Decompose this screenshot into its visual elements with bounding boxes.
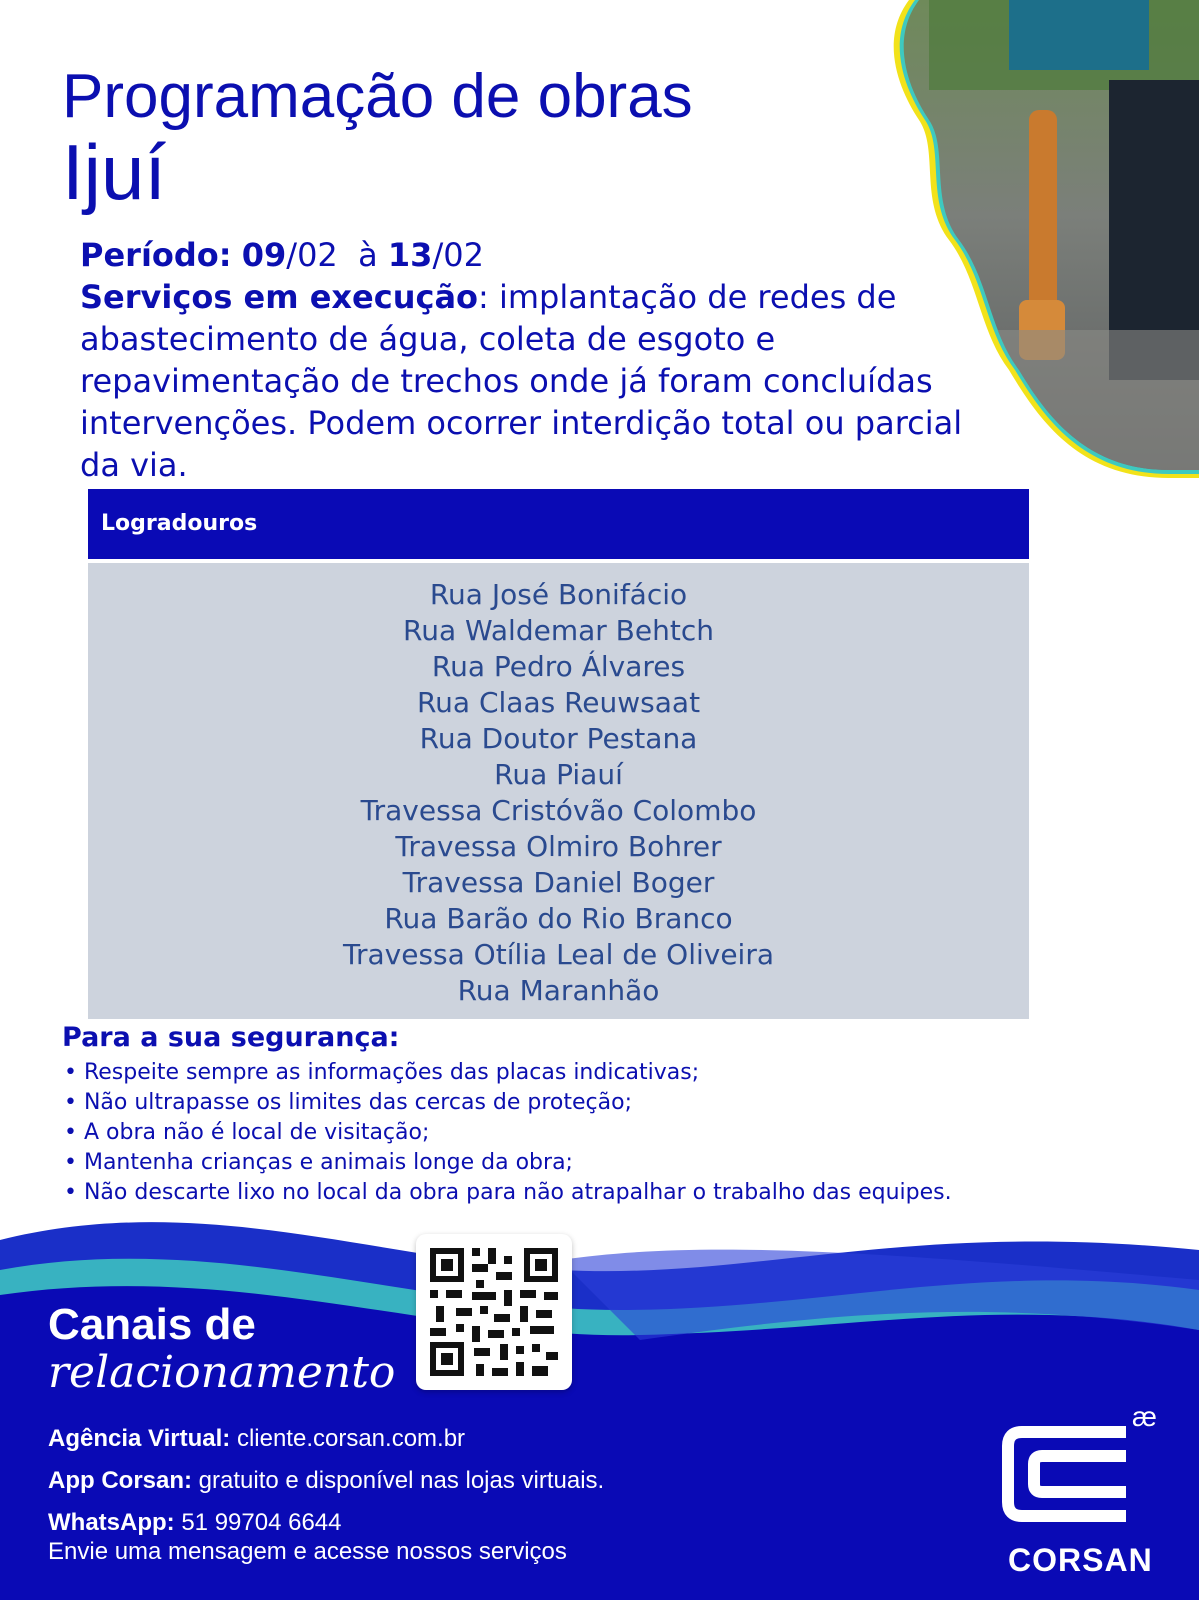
street-item: Rua Waldemar Behtch xyxy=(403,614,714,647)
contact-agencia xyxy=(48,1418,604,1460)
services-text: : implantação de redes de abastecimento de água, coleta de esgoto e repavimentação de trechos onde já foram concluídas intervenções. Podem ocorrer interdição total ou parcial da via. xyxy=(80,278,963,484)
safety-item: • Não descarte lixo no local da obra para não atrapalhar o trabalho das equipes. xyxy=(64,1180,952,1205)
period-start-day: 09 xyxy=(241,236,287,274)
contact-list xyxy=(48,1418,604,1566)
table-header: Logradouros xyxy=(88,489,1029,559)
safety-list xyxy=(64,1058,952,1208)
page-title xyxy=(62,62,693,216)
period-end-day: 13 xyxy=(387,236,433,274)
canais-heading xyxy=(48,1302,395,1398)
whatsapp-subtext: Envie uma mensagem e acesse nossos serviços xyxy=(48,1538,567,1565)
agencia-label: Agência Virtual: xyxy=(48,1425,231,1452)
period-line xyxy=(80,234,1000,276)
safety-item: • Não ultrapasse os limites das cercas de proteção; xyxy=(64,1090,632,1115)
logo-mark: æ xyxy=(1132,1404,1157,1432)
agencia-link[interactable]: cliente.corsan.com.br xyxy=(230,1425,466,1452)
services-paragraph xyxy=(80,276,1000,486)
qr-code[interactable] xyxy=(416,1234,572,1390)
streets-table xyxy=(88,563,1029,1019)
title-line-1: Programação de obras xyxy=(62,62,693,131)
period-label: Período: xyxy=(80,236,232,274)
street-item: Rua Pedro Álvares xyxy=(431,650,686,683)
street-item: Travessa Otília Leal de Oliveira xyxy=(342,938,775,971)
safety-item: • Mantenha crianças e animais longe da obra; xyxy=(64,1150,573,1175)
street-item: Rua Claas Reuwsaat xyxy=(416,686,701,719)
app-label: App Corsan: xyxy=(48,1467,192,1494)
safety-item: • A obra não é local de visitação; xyxy=(64,1120,430,1145)
street-item: Travessa Cristóvão Colombo xyxy=(360,794,757,827)
street-item: Rua Maranhão xyxy=(457,974,660,1007)
logo-text: CORSAN xyxy=(1008,1542,1153,1578)
street-item: Rua Piauí xyxy=(494,758,623,791)
whatsapp-label: WhatsApp: xyxy=(48,1509,175,1536)
street-item: Travessa Daniel Boger xyxy=(402,866,715,899)
street-item: Rua José Bonifácio xyxy=(429,578,688,611)
app-text: gratuito e disponível nas lojas virtuais. xyxy=(192,1467,605,1494)
period-end-month: /02 xyxy=(432,236,484,274)
street-item: Rua Barão do Rio Branco xyxy=(384,902,733,935)
canais-line-1: Canais de xyxy=(48,1300,256,1349)
contact-app xyxy=(48,1460,604,1502)
period-separator: à xyxy=(358,236,378,274)
street-item: Rua Doutor Pestana xyxy=(419,722,698,755)
street-item: Travessa Olmiro Bohrer xyxy=(395,830,722,863)
canais-line-2: relacionamento xyxy=(48,1347,396,1398)
safety-title: Para a sua segurança: xyxy=(62,1022,400,1053)
services-label: Serviços em execução xyxy=(80,278,479,316)
intro-text xyxy=(80,234,1000,486)
safety-item: • Respeite sempre as informações das placas indicativas; xyxy=(64,1060,700,1085)
period-start-month: /02 xyxy=(286,236,338,274)
title-city: Ijuí xyxy=(62,128,167,216)
whatsapp-number[interactable]: 51 99704 6644 xyxy=(174,1509,342,1536)
